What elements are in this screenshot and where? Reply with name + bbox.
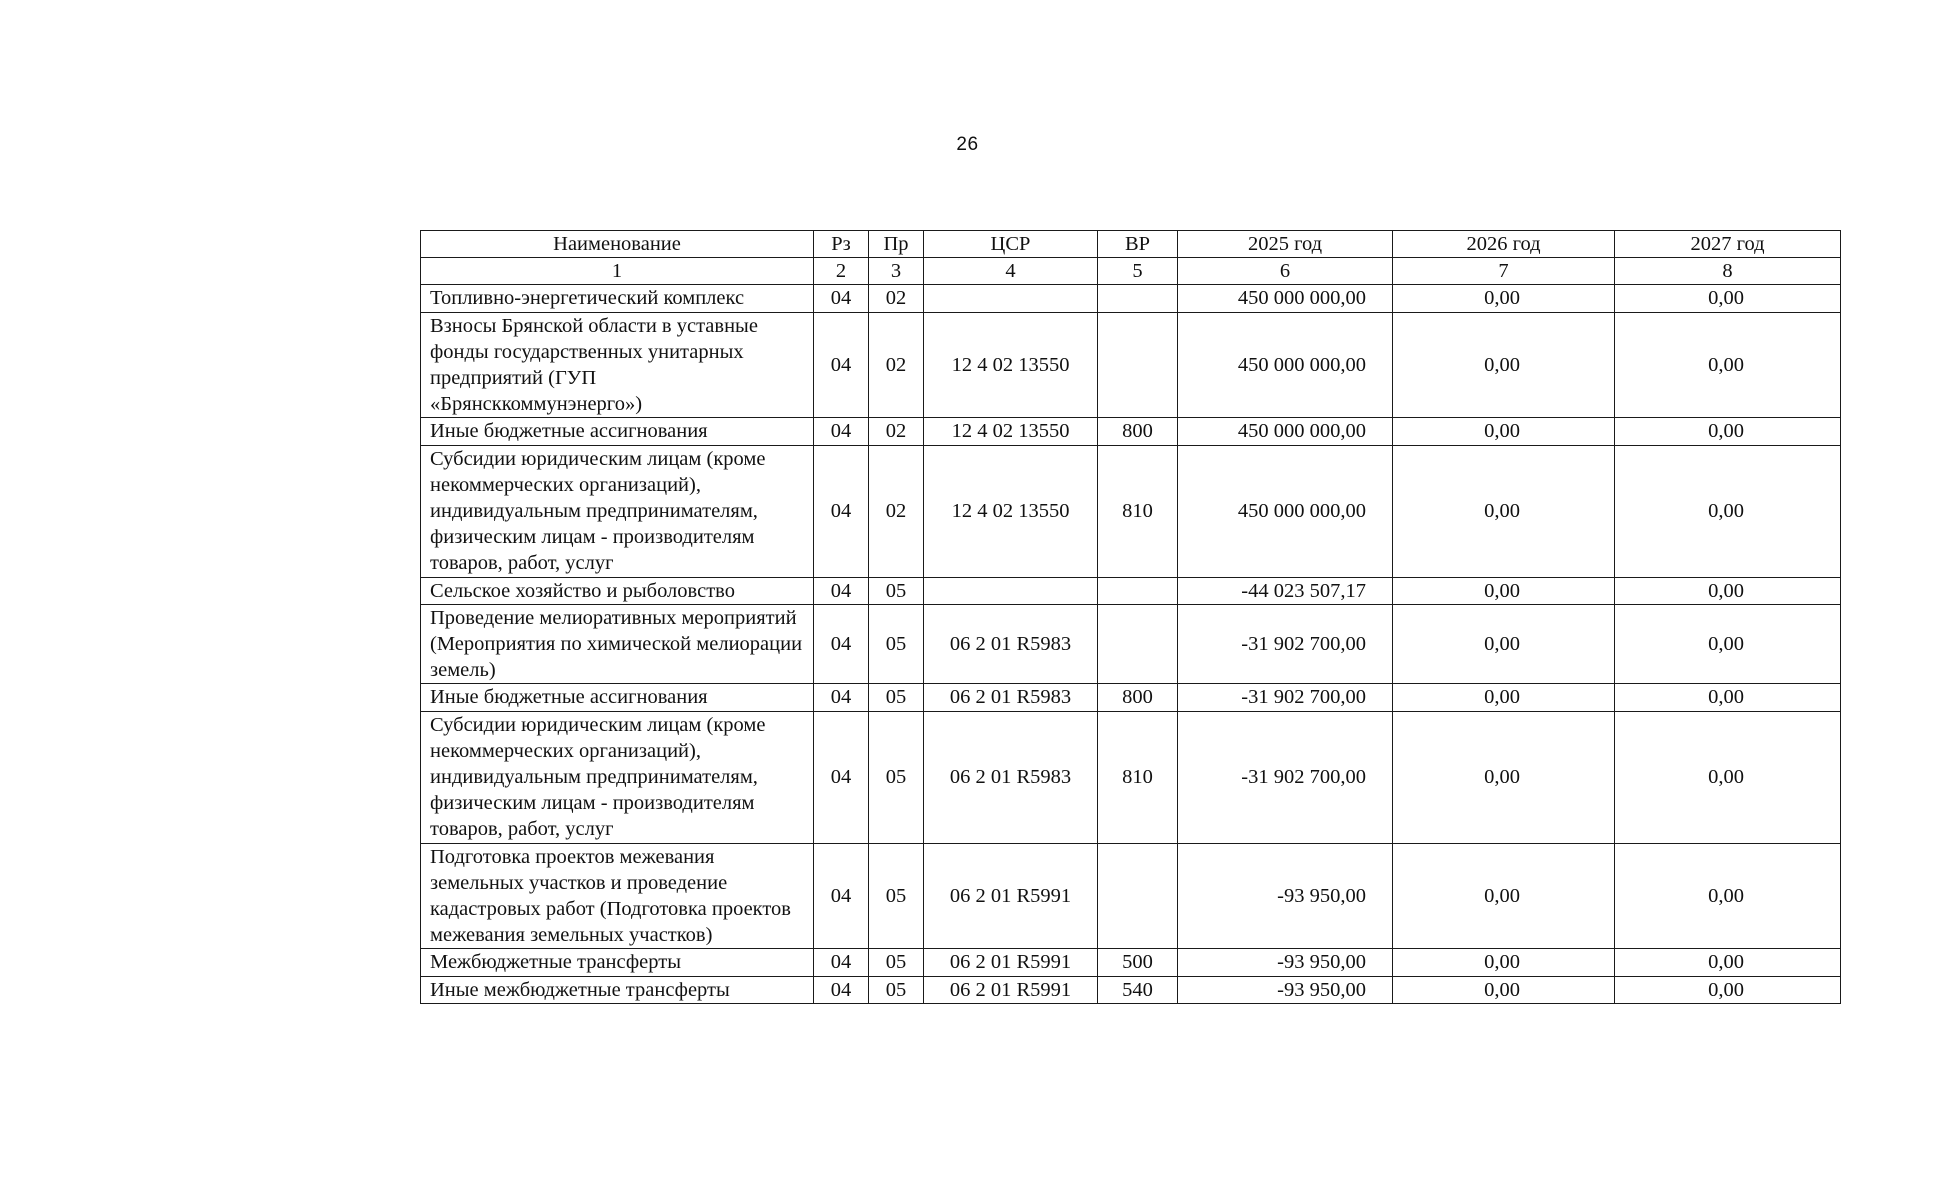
row-csr: 12 4 02 13550 bbox=[924, 312, 1098, 418]
column-number: 5 bbox=[1098, 258, 1178, 285]
row-amount-2027: 0,00 bbox=[1615, 604, 1841, 684]
row-amount-2027: 0,00 bbox=[1615, 684, 1841, 711]
row-rz: 04 bbox=[814, 312, 869, 418]
row-amount-2027: 0,00 bbox=[1615, 711, 1841, 843]
row-rz: 04 bbox=[814, 949, 869, 976]
row-amount-2025: 450 000 000,00 bbox=[1178, 312, 1393, 418]
row-amount-2026: 0,00 bbox=[1393, 976, 1615, 1003]
row-name: Субсидии юридическим лицам (кроме некоммерческих организаций), индивидуальным предпринимателям, физическим лицам - производителям товаров, работ, услуг bbox=[421, 711, 814, 843]
row-vr: 540 bbox=[1098, 976, 1178, 1003]
header-cell-2025: 2025 год bbox=[1178, 231, 1393, 258]
row-name: Субсидии юридическим лицам (кроме некоммерческих организаций), индивидуальным предпринимателям, физическим лицам - производителям товаров, работ, услуг bbox=[421, 445, 814, 577]
row-amount-2025: -93 950,00 bbox=[1178, 949, 1393, 976]
row-csr: 06 2 01 R5983 bbox=[924, 684, 1098, 711]
row-pr: 05 bbox=[869, 976, 924, 1003]
column-number: 3 bbox=[869, 258, 924, 285]
budget-table bbox=[420, 230, 1841, 1004]
row-amount-2027: 0,00 bbox=[1615, 949, 1841, 976]
row-csr bbox=[924, 577, 1098, 604]
row-amount-2025: -31 902 700,00 bbox=[1178, 711, 1393, 843]
row-csr: 06 2 01 R5983 bbox=[924, 604, 1098, 684]
row-pr: 02 bbox=[869, 418, 924, 445]
row-pr: 05 bbox=[869, 949, 924, 976]
table-row bbox=[421, 949, 1841, 976]
row-amount-2026: 0,00 bbox=[1393, 312, 1615, 418]
header-cell-rz: Рз bbox=[814, 231, 869, 258]
row-name: Межбюджетные трансферты bbox=[421, 949, 814, 976]
row-name: Иные межбюджетные трансферты bbox=[421, 976, 814, 1003]
header-cell-csr: ЦСР bbox=[924, 231, 1098, 258]
column-number: 2 bbox=[814, 258, 869, 285]
table-body bbox=[421, 285, 1841, 1003]
row-amount-2025: -44 023 507,17 bbox=[1178, 577, 1393, 604]
row-amount-2026: 0,00 bbox=[1393, 445, 1615, 577]
row-amount-2026: 0,00 bbox=[1393, 577, 1615, 604]
row-name: Сельское хозяйство и рыболовство bbox=[421, 577, 814, 604]
row-csr: 06 2 01 R5983 bbox=[924, 711, 1098, 843]
row-vr bbox=[1098, 843, 1178, 949]
row-amount-2027: 0,00 bbox=[1615, 976, 1841, 1003]
row-amount-2026: 0,00 bbox=[1393, 843, 1615, 949]
header-cell-vr: ВР bbox=[1098, 231, 1178, 258]
row-name: Иные бюджетные ассигнования bbox=[421, 684, 814, 711]
row-rz: 04 bbox=[814, 577, 869, 604]
row-amount-2026: 0,00 bbox=[1393, 604, 1615, 684]
row-vr: 500 bbox=[1098, 949, 1178, 976]
row-vr bbox=[1098, 285, 1178, 312]
column-number: 6 bbox=[1178, 258, 1393, 285]
row-amount-2027: 0,00 bbox=[1615, 445, 1841, 577]
row-vr: 810 bbox=[1098, 445, 1178, 577]
column-number-row bbox=[421, 258, 1841, 285]
row-amount-2026: 0,00 bbox=[1393, 285, 1615, 312]
row-csr: 06 2 01 R5991 bbox=[924, 949, 1098, 976]
table-row bbox=[421, 976, 1841, 1003]
row-pr: 05 bbox=[869, 711, 924, 843]
row-name: Проведение мелиоративных мероприятий (Мероприятия по химической мелиорации земель) bbox=[421, 604, 814, 684]
row-vr bbox=[1098, 312, 1178, 418]
row-rz: 04 bbox=[814, 684, 869, 711]
row-amount-2025: -93 950,00 bbox=[1178, 976, 1393, 1003]
row-vr: 800 bbox=[1098, 684, 1178, 711]
row-name: Топливно-энергетический комплекс bbox=[421, 285, 814, 312]
table-row bbox=[421, 604, 1841, 684]
row-pr: 05 bbox=[869, 684, 924, 711]
row-pr: 05 bbox=[869, 577, 924, 604]
row-amount-2025: 450 000 000,00 bbox=[1178, 445, 1393, 577]
row-name: Подготовка проектов межевания земельных участков и проведение кадастровых работ (Подготовка проектов межевания земельных участков) bbox=[421, 843, 814, 949]
row-amount-2025: -31 902 700,00 bbox=[1178, 684, 1393, 711]
row-rz: 04 bbox=[814, 445, 869, 577]
row-amount-2026: 0,00 bbox=[1393, 949, 1615, 976]
table-row bbox=[421, 285, 1841, 312]
row-vr: 800 bbox=[1098, 418, 1178, 445]
table-row bbox=[421, 445, 1841, 577]
row-vr bbox=[1098, 577, 1178, 604]
row-amount-2025: 450 000 000,00 bbox=[1178, 285, 1393, 312]
row-amount-2027: 0,00 bbox=[1615, 285, 1841, 312]
row-amount-2025: 450 000 000,00 bbox=[1178, 418, 1393, 445]
header-cell-name: Наименование bbox=[421, 231, 814, 258]
row-amount-2026: 0,00 bbox=[1393, 684, 1615, 711]
header-cell-2026: 2026 год bbox=[1393, 231, 1615, 258]
row-rz: 04 bbox=[814, 604, 869, 684]
header-cell-pr: Пр bbox=[869, 231, 924, 258]
row-rz: 04 bbox=[814, 418, 869, 445]
row-csr: 06 2 01 R5991 bbox=[924, 976, 1098, 1003]
row-rz: 04 bbox=[814, 976, 869, 1003]
column-number: 8 bbox=[1615, 258, 1841, 285]
row-name: Взносы Брянской области в уставные фонды государственных унитарных предприятий (ГУП «Брянсккоммунэнерго») bbox=[421, 312, 814, 418]
row-pr: 02 bbox=[869, 312, 924, 418]
table-row bbox=[421, 711, 1841, 843]
row-amount-2025: -93 950,00 bbox=[1178, 843, 1393, 949]
header-cell-2027: 2027 год bbox=[1615, 231, 1841, 258]
header-row bbox=[421, 231, 1841, 258]
row-pr: 02 bbox=[869, 285, 924, 312]
row-csr: 06 2 01 R5991 bbox=[924, 843, 1098, 949]
row-amount-2026: 0,00 bbox=[1393, 418, 1615, 445]
row-amount-2027: 0,00 bbox=[1615, 312, 1841, 418]
table-row bbox=[421, 577, 1841, 604]
row-csr bbox=[924, 285, 1098, 312]
row-vr bbox=[1098, 604, 1178, 684]
row-amount-2026: 0,00 bbox=[1393, 711, 1615, 843]
row-amount-2027: 0,00 bbox=[1615, 577, 1841, 604]
column-number: 7 bbox=[1393, 258, 1615, 285]
row-amount-2027: 0,00 bbox=[1615, 418, 1841, 445]
row-pr: 05 bbox=[869, 843, 924, 949]
row-csr: 12 4 02 13550 bbox=[924, 445, 1098, 577]
row-rz: 04 bbox=[814, 711, 869, 843]
row-pr: 05 bbox=[869, 604, 924, 684]
row-rz: 04 bbox=[814, 843, 869, 949]
table-row bbox=[421, 684, 1841, 711]
row-csr: 12 4 02 13550 bbox=[924, 418, 1098, 445]
budget-table-container bbox=[420, 230, 1840, 1004]
row-pr: 02 bbox=[869, 445, 924, 577]
table-row bbox=[421, 312, 1841, 418]
page-number: 26 bbox=[956, 134, 979, 155]
table-row bbox=[421, 843, 1841, 949]
row-name: Иные бюджетные ассигнования bbox=[421, 418, 814, 445]
row-vr: 810 bbox=[1098, 711, 1178, 843]
row-amount-2025: -31 902 700,00 bbox=[1178, 604, 1393, 684]
row-amount-2027: 0,00 bbox=[1615, 843, 1841, 949]
table-row bbox=[421, 418, 1841, 445]
column-number: 4 bbox=[924, 258, 1098, 285]
column-number: 1 bbox=[421, 258, 814, 285]
row-rz: 04 bbox=[814, 285, 869, 312]
